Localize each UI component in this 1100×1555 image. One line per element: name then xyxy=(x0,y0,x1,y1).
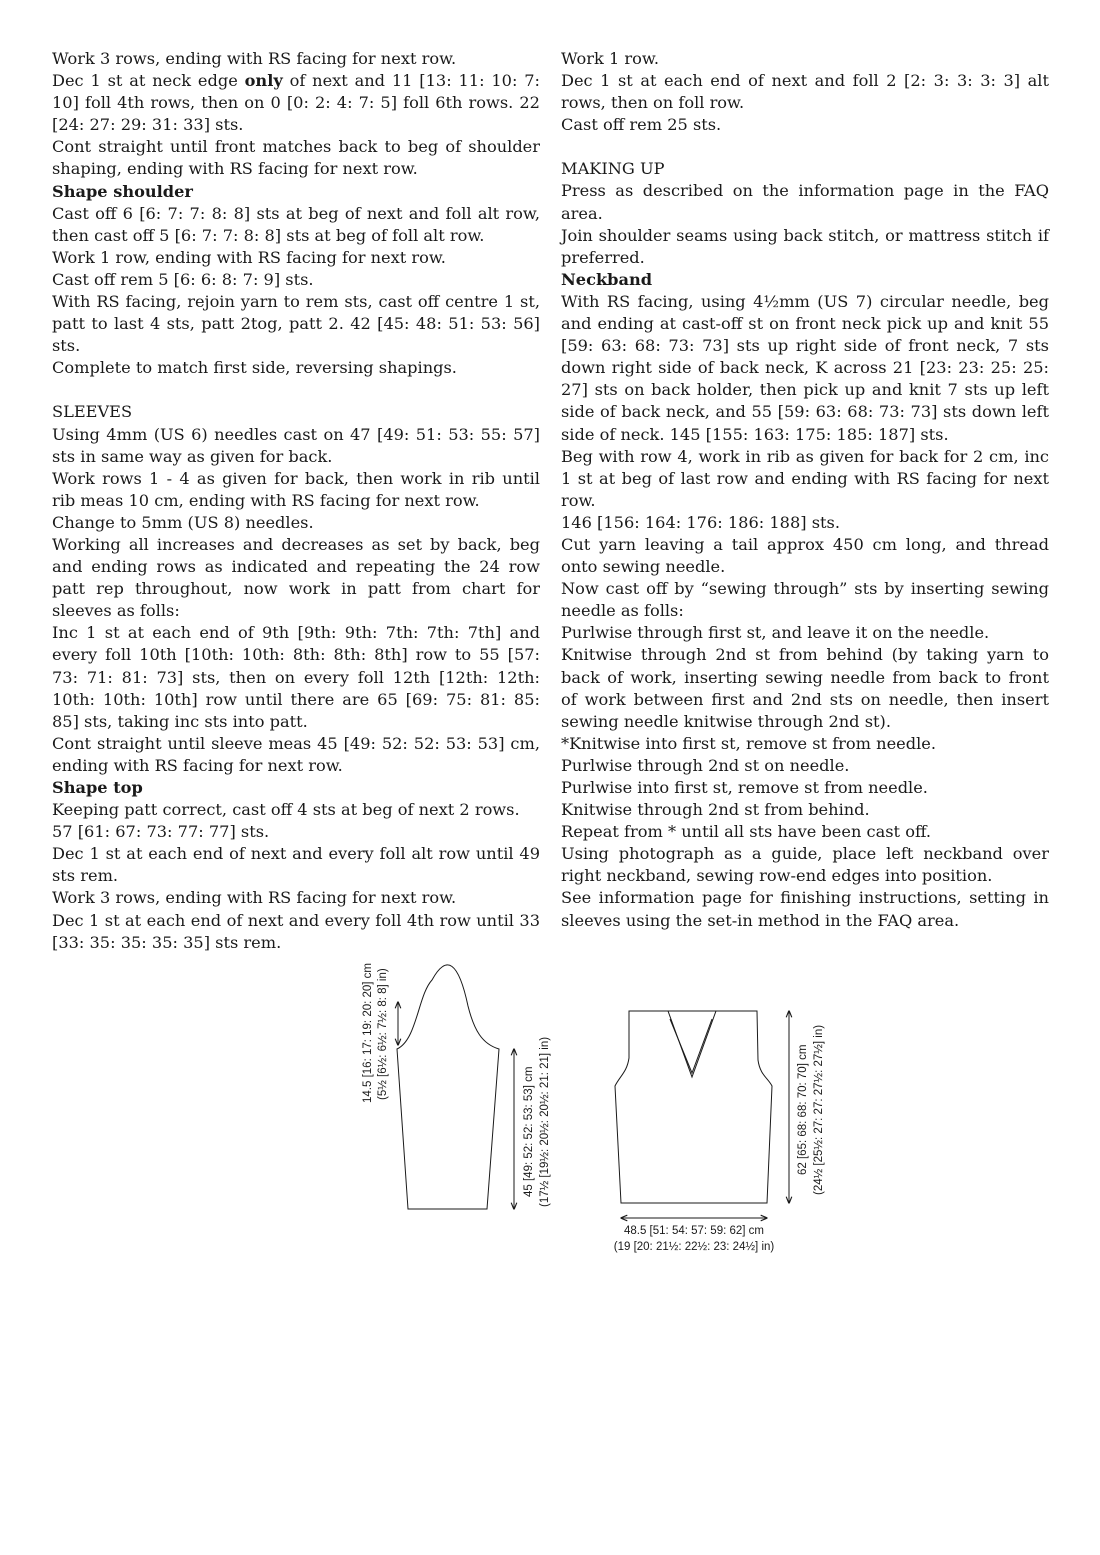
paragraph: Dec 1 st at each end of next and every foll 4th row until 33 [33: 35: 35: 35: 35] sts rem. xyxy=(52,910,540,952)
paragraph: Dec 1 st at each end of next and every foll alt row until 49 sts rem. xyxy=(52,844,540,886)
paragraph: Complete to match first side, reversing shapings. xyxy=(52,358,457,378)
section-heading: Neckband xyxy=(561,269,653,289)
paragraph: Dec 1 st at neck edge only of next and 11 [13: 11: 10: 7: 10] foll 4th rows, then on 0 [0: 2: 4: 7: 5] foll 6th rows. 22 [24: 27: 29: 31: 33] sts. xyxy=(52,71,540,135)
sleeve-length-in-label: (17½ [19½: 20½: 20½: 21: 21] in) xyxy=(539,1036,551,1207)
paragraph: Cast off rem 25 sts. xyxy=(561,115,722,135)
paragraph: See information page for finishing instructions, setting in sleeves using the set-in method in the FAQ area. xyxy=(561,888,1049,930)
paragraph: 146 [156: 164: 176: 186: 188] sts. xyxy=(561,512,840,532)
paragraph: Work 1 row, ending with RS facing for next row. xyxy=(52,247,446,267)
paragraph: Cut yarn leaving a tail approx 450 cm long, and thread onto sewing needle. xyxy=(561,534,1049,577)
sleeve-outline xyxy=(397,965,499,1209)
paragraph: MAKING UP xyxy=(561,159,665,179)
paragraph: Repeat from * until all sts have been cast off. xyxy=(561,822,932,842)
paragraph: Beg with row 4, work in rib as given for back for 2 cm, inc 1 st at beg of last row and ending with RS facing for next row. xyxy=(561,446,1049,510)
paragraph: SLEEVES xyxy=(52,402,133,422)
body-length-cm-label: 62 [65: 68: 68: 70: 70] cm xyxy=(797,1044,809,1175)
paragraph: Purlwise through first st, and leave it on the needle. xyxy=(561,623,990,643)
paragraph: Work rows 1 - 4 as given for back, then work in rib until rib meas 10 cm, ending with RS facing for next row. xyxy=(52,468,540,510)
paragraph: Using 4mm (US 6) needles cast on 47 [49: 51: 53: 55: 57] sts in same way as given for back. xyxy=(52,424,540,466)
paragraph: Keeping patt correct, cast off 4 sts at beg of next 2 rows. xyxy=(52,800,520,820)
section-heading: Shape top xyxy=(52,778,143,797)
body-outline xyxy=(615,1011,772,1203)
sleeve-top-in-label: (5½ [6½: 6½: 7½: 8: 8] in) xyxy=(377,968,389,1100)
paragraph: Knitwise through 2nd st from behind (by taking yarn to back of work, inserting sewing needle from back to front of work between first and 2nd sts on needle, then insert sewing needle knitwise through 2nd st). xyxy=(561,645,1049,731)
paragraph: Work 3 rows, ending with RS facing for next row. xyxy=(52,49,457,68)
paragraph: Join shoulder seams using back stitch, or mattress stitch if preferred. xyxy=(561,225,1049,267)
paragraph: Inc 1 st at each end of 9th [9th: 9th: 7th: 7th: 7th] and every foll 10th [10th: 10th: 8th: 8th: 8th] row to 55 [57: 73: 71: 81: 73] sts, then on every foll 12th [12th: 12th: 10th: 10th: 10th] row until there are 65 [69: 75: 81: 85: 85] sts, taking inc sts into patt. xyxy=(52,623,540,731)
body-width-cm-label: 48.5 [51: 54: 57: 59: 62] cm xyxy=(623,1225,765,1237)
paragraph: Working all increases and decreases as set by back, beg and ending rows as indicated and repeating the 24 row patt rep throughout, now work in patt from chart for sleeves as folls: xyxy=(52,534,540,621)
paragraph: Work 3 rows, ending with RS facing for next row. xyxy=(52,888,457,908)
paragraph: Work 1 row. xyxy=(561,49,659,68)
paragraph: Purlwise into first st, remove st from needle. xyxy=(561,778,928,797)
neck-inner-v xyxy=(670,1019,712,1073)
paragraph: Now cast off by “sewing through” sts by inserting sewing needle as folls: xyxy=(561,579,1049,621)
paragraph: Cast off rem 5 [6: 6: 8: 7: 9] sts. xyxy=(52,269,314,289)
paragraph: Cont straight until sleeve meas 45 [49: 52: 52: 53: 53] cm, ending with RS facing for next row. xyxy=(52,733,540,775)
paragraph: 57 [61: 67: 73: 77: 77] sts. xyxy=(52,822,270,842)
paragraph: Press as described on the information page in the FAQ area. xyxy=(561,181,1049,223)
sleeve-top-cm-label: 14.5 [16: 17: 19: 20: 20] cm xyxy=(362,962,374,1103)
paragraph: Using photograph as a guide, place left neckband over right neckband, sewing row-end edges into position. xyxy=(561,844,1049,886)
paragraph: *Knitwise into first st, remove st from needle. xyxy=(561,733,937,753)
body-length-in-label: (24½ [25½: 27: 27: 27½: 27½] in) xyxy=(813,1024,825,1195)
paragraph: With RS facing, rejoin yarn to rem sts, cast off centre 1 st, patt to last 4 sts, patt 2tog, patt 2. 42 [45: 48: 51: 53: 56] sts. xyxy=(52,292,540,356)
paragraph: Dec 1 st at each end of next and foll 2 [2: 3: 3: 3: 3] alt rows, then on foll row. xyxy=(561,71,1049,113)
paragraph: Cont straight until front matches back to beg of shoulder shaping, ending with RS facing for next row. xyxy=(52,137,540,179)
paragraph: Purlwise through 2nd st on needle. xyxy=(561,755,850,775)
paragraph: Cast off 6 [6: 7: 7: 8: 8] sts at beg of next and foll alt row, then cast off 5 [6: 7: 7: 8: 8] sts at beg of foll alt row. xyxy=(52,203,540,245)
paragraph: With RS facing, using 4½mm (US 7) circular needle, beg and ending at cast-off st on front neck pick up and knit 55 [59: 63: 68: 73: 73] sts up right side of front neck, 7 sts down right side of back neck, K across 21 [23: 23: 25: 25: 27] sts on back holder, then pick up and knit 7 sts up left side of back neck, and 55 [59: 63: 68: 73: 73] sts down left side of neck. 145 [155: 163: 175: 185: 187] sts. xyxy=(561,291,1049,444)
paragraph: Change to 5mm (US 8) needles. xyxy=(52,512,314,532)
sleeve-length-cm-label: 45 [49: 52: 52: 53: 53] cm xyxy=(523,1066,535,1197)
section-heading: Shape shoulder xyxy=(52,181,193,201)
body-width-in-label: (19 [20: 21½: 22½: 23: 24½] in) xyxy=(613,1241,775,1253)
paragraph: Knitwise through 2nd st from behind. xyxy=(561,800,870,820)
